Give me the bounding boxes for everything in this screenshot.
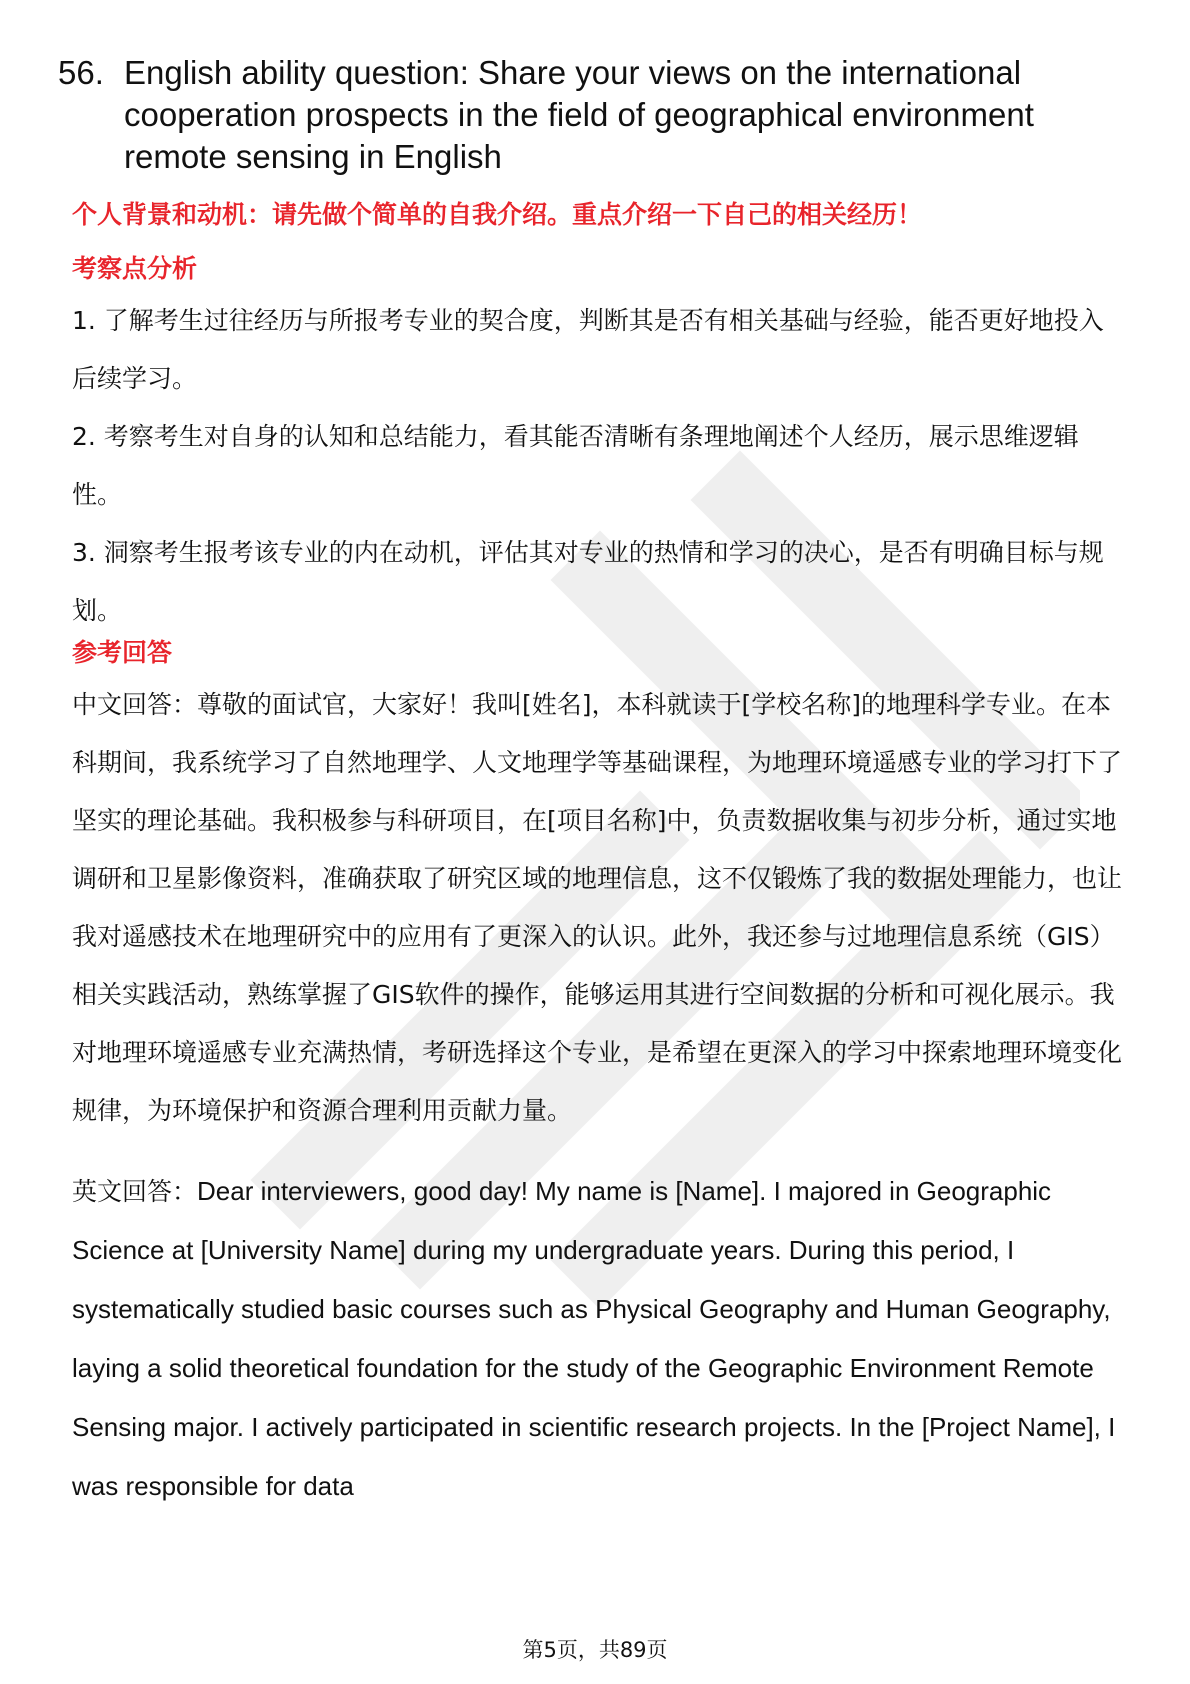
analysis-heading: 考察点分析: [72, 254, 198, 283]
english-answer: [72, 1162, 1128, 1516]
chinese-answer-label: 中文回答：: [72, 690, 198, 719]
chinese-answer-text: 尊敬的面试官，大家好！我叫[姓名]，本科就读于[学校名称]的地理科学专业。在本科期间，我系统学习了自然地理学、人文地理学等基础课程，为地理环境遥感专业的学习打下了坚实的理论基础。我积极参与科研项目，在[项目名称]中，负责数据收集与初步分析，通过实地调研和卫星影像资料，准确获取了研究区域的地理信息，这不仅锻炼了我的数据处理能力，也让我对遥感技术在地理研究中的应用有了更深入的认识。此外，我还参与过地理信息系统（GIS）相关实践活动，熟练掌握了GIS软件的操作，能够运用其进行空间数据的分析和可视化展示。我对地理环境遥感专业充满热情，考研选择这个专业，是希望在更深入的学习中探索地理环境变化规律，为环境保护和资源合理利用贡献力量。: [72, 690, 1123, 1125]
page-footer: 第5页，共89页: [522, 1638, 668, 1662]
question-text: English ability question: Share your views on the international cooperation prospects in the field of geographical environment remote sensing in English: [124, 54, 1034, 175]
english-answer-text: Dear interviewers, good day! My name is [Name]. I majored in Geographic Science at [University Name] during my undergraduate years. During this period, I systematically studied basic courses such as Physical Geography and Human Geography, laying a solid theoretical foundation for the study of the Geographic Environment Remote Sensing major. I actively participated in scientific research projects. In the [Project Name], I was responsible for data: [72, 1176, 1116, 1501]
analysis-points: [72, 292, 1128, 640]
question-number: 56.: [58, 54, 104, 91]
answer-heading: 参考回答: [72, 638, 173, 667]
analysis-point-2: 2. 考察考生对自身的认知和总结能力，看其能否清晰有条理地阐述个人经历，展示思维逻辑性。: [72, 422, 1079, 509]
analysis-point-1: 1. 了解考生过往经历与所报考专业的契合度，判断其是否有相关基础与经验，能否更好地投入后续学习。: [72, 306, 1104, 393]
chinese-answer: [72, 676, 1128, 1140]
question-heading: [58, 52, 1118, 178]
analysis-point-3: 3. 洞察考生报考该专业的内在动机，评估其对专业的热情和学习的决心，是否有明确目标与规划。: [72, 538, 1104, 625]
english-answer-label: 英文回答：: [72, 1177, 198, 1206]
intro-heading: 个人背景和动机：请先做个简单的自我介绍。重点介绍一下自己的相关经历！: [72, 200, 923, 229]
